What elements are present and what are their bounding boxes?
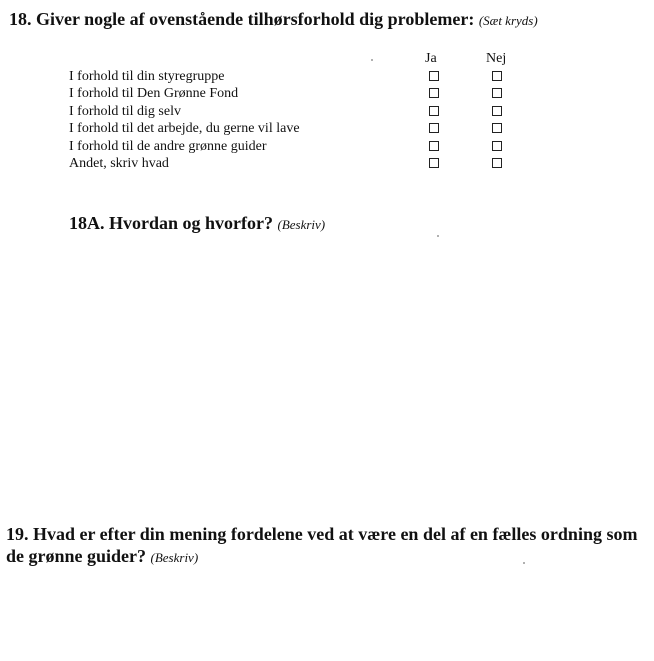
ja-checkbox[interactable] [429, 141, 439, 151]
scan-speck [523, 562, 525, 564]
nej-checkbox[interactable] [492, 106, 502, 116]
question-18a-heading [69, 212, 325, 236]
nej-checkbox[interactable] [492, 71, 502, 81]
question-19-heading [6, 523, 651, 569]
question-18a-title: 18A. Hvordan og hvorfor? [69, 213, 273, 233]
nej-checkbox[interactable] [492, 123, 502, 133]
ja-checkbox[interactable] [429, 71, 439, 81]
scan-speck [437, 235, 439, 237]
option-label: Andet, skriv hvad [69, 155, 169, 171]
question-18-heading [9, 8, 538, 32]
question-19-title: 19. Hvad er efter din mening fordelene ved at være en del af en fælles ordning som de grønne guider? [6, 524, 638, 566]
option-row [69, 138, 509, 155]
nej-checkbox[interactable] [492, 158, 502, 168]
option-label: I forhold til dig selv [69, 103, 181, 119]
option-row [69, 120, 509, 137]
option-row [69, 85, 509, 102]
ja-checkbox[interactable] [429, 106, 439, 116]
option-label: I forhold til Den Grønne Fond [69, 86, 239, 102]
question-19-instruction: (Beskriv) [150, 550, 199, 565]
column-header-nej: Nej [486, 51, 507, 66]
ja-checkbox[interactable] [429, 158, 439, 168]
option-label: I forhold til det arbejde, du gerne vil lave [69, 121, 300, 137]
ja-checkbox[interactable] [429, 88, 439, 98]
nej-checkbox[interactable] [492, 88, 502, 98]
question-18-options [69, 68, 509, 172]
question-18-title: 18. Giver nogle af ovenstående tilhørsforhold dig problemer: [9, 9, 475, 29]
ja-checkbox[interactable] [429, 123, 439, 133]
question-18-instruction: (Sæt kryds) [478, 13, 538, 28]
nej-checkbox[interactable] [492, 141, 502, 151]
option-label: I forhold til din styregruppe [69, 69, 225, 84]
option-row [69, 155, 509, 172]
scan-speck [371, 59, 373, 61]
option-label: I forhold til de andre grønne guider [69, 138, 267, 154]
option-row [69, 103, 509, 120]
option-row [69, 68, 509, 85]
question-18a-instruction: (Beskriv) [277, 217, 326, 232]
column-header-ja: Ja [425, 51, 437, 66]
